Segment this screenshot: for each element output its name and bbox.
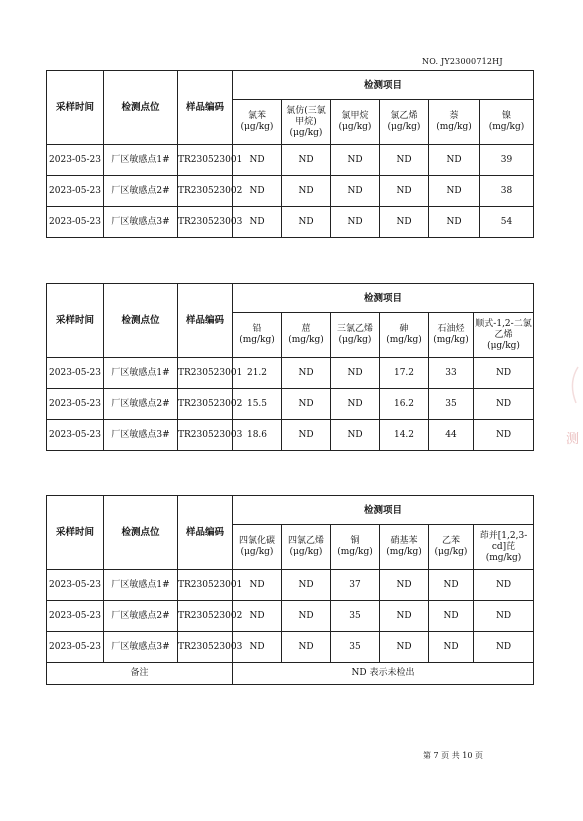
results-table-3 bbox=[46, 495, 534, 685]
cell-value: 35 bbox=[429, 389, 474, 420]
cell-value: ND bbox=[474, 632, 534, 663]
cell-value: 35 bbox=[331, 601, 380, 632]
cell-value: ND bbox=[282, 389, 331, 420]
cell-value: 54 bbox=[480, 207, 534, 238]
cell-value: ND bbox=[282, 570, 331, 601]
analyte-header: 铜 (mg/kg) bbox=[331, 525, 380, 570]
header-sample-code: 样品编码 bbox=[178, 496, 233, 570]
cell-value: ND bbox=[282, 420, 331, 451]
cell-value: ND bbox=[474, 420, 534, 451]
cell-value: 18.6 bbox=[233, 420, 282, 451]
header-sampling-time: 采样时间 bbox=[47, 284, 104, 358]
remark-label: 备注 bbox=[47, 663, 233, 685]
cell-time: 2023-05-23 bbox=[47, 570, 104, 601]
analyte-header: 石油烃 (mg/kg) bbox=[429, 313, 474, 358]
cell-code: TR230523001 bbox=[178, 145, 233, 176]
seal-stamp-char: 测 bbox=[566, 432, 580, 447]
cell-code: TR230523003 bbox=[178, 632, 233, 663]
cell-value: ND bbox=[474, 358, 534, 389]
cell-value: ND bbox=[474, 389, 534, 420]
cell-code: TR230523001 bbox=[178, 358, 233, 389]
cell-value: 16.2 bbox=[380, 389, 429, 420]
cell-code: TR230523003 bbox=[178, 207, 233, 238]
cell-time: 2023-05-23 bbox=[47, 176, 104, 207]
cell-value: ND bbox=[429, 145, 480, 176]
cell-value: ND bbox=[331, 176, 380, 207]
analyte-header: 砷 (mg/kg) bbox=[380, 313, 429, 358]
cell-value: ND bbox=[233, 207, 282, 238]
analyte-header: 四氯乙烯 (μg/kg) bbox=[282, 525, 331, 570]
cell-value: ND bbox=[380, 176, 429, 207]
cell-value: ND bbox=[474, 601, 534, 632]
header-sampling-time: 采样时间 bbox=[47, 496, 104, 570]
cell-value: 38 bbox=[480, 176, 534, 207]
cell-value: ND bbox=[380, 632, 429, 663]
cell-value: 44 bbox=[429, 420, 474, 451]
cell-time: 2023-05-23 bbox=[47, 632, 104, 663]
cell-value: ND bbox=[233, 632, 282, 663]
cell-time: 2023-05-23 bbox=[47, 601, 104, 632]
cell-value: 15.5 bbox=[233, 389, 282, 420]
cell-value: ND bbox=[380, 145, 429, 176]
table-row bbox=[47, 176, 534, 207]
table-row bbox=[47, 570, 534, 601]
table-row bbox=[47, 358, 534, 389]
header-test-items: 检测项目 bbox=[233, 496, 534, 525]
analyte-header: 顺式-1,2-二氯乙烯 (μg/kg) bbox=[474, 313, 534, 358]
cell-site: 厂区敏感点3# bbox=[104, 207, 178, 238]
cell-time: 2023-05-23 bbox=[47, 145, 104, 176]
table-row bbox=[47, 601, 534, 632]
cell-value: 21.2 bbox=[233, 358, 282, 389]
analyte-header: 铅 (mg/kg) bbox=[233, 313, 282, 358]
page-footer: 第 7 页 共 10 页 bbox=[423, 751, 483, 760]
analyte-header: 氯苯 (μg/kg) bbox=[233, 100, 282, 145]
cell-value: ND bbox=[380, 601, 429, 632]
analyte-header: 氯甲烷 (μg/kg) bbox=[331, 100, 380, 145]
cell-value: ND bbox=[380, 570, 429, 601]
header-sampling-site: 检测点位 bbox=[104, 71, 178, 145]
seal-arc-icon bbox=[566, 365, 580, 405]
table-row bbox=[47, 207, 534, 238]
cell-value: ND bbox=[474, 570, 534, 601]
cell-time: 2023-05-23 bbox=[47, 207, 104, 238]
cell-value: ND bbox=[233, 176, 282, 207]
cell-value: ND bbox=[282, 632, 331, 663]
cell-time: 2023-05-23 bbox=[47, 420, 104, 451]
analyte-header: 氯乙烯 (μg/kg) bbox=[380, 100, 429, 145]
cell-value: 14.2 bbox=[380, 420, 429, 451]
header-sampling-time: 采样时间 bbox=[47, 71, 104, 145]
cell-value: ND bbox=[429, 176, 480, 207]
header-test-items: 检测项目 bbox=[233, 71, 534, 100]
analyte-header: 茚并[1,2,3-cd]芘 (mg/kg) bbox=[474, 525, 534, 570]
table-row bbox=[47, 632, 534, 663]
cell-site: 厂区敏感点3# bbox=[104, 420, 178, 451]
remark-text: ND 表示未检出 bbox=[233, 663, 534, 685]
cell-code: TR230523002 bbox=[178, 389, 233, 420]
cell-value: ND bbox=[233, 570, 282, 601]
cell-value: ND bbox=[331, 207, 380, 238]
cell-value: ND bbox=[233, 145, 282, 176]
cell-value: ND bbox=[282, 207, 331, 238]
cell-value: 17.2 bbox=[380, 358, 429, 389]
analyte-header: 䓛 (mg/kg) bbox=[282, 313, 331, 358]
header-sampling-site: 检测点位 bbox=[104, 496, 178, 570]
cell-site: 厂区敏感点1# bbox=[104, 358, 178, 389]
cell-time: 2023-05-23 bbox=[47, 389, 104, 420]
cell-value: ND bbox=[233, 601, 282, 632]
results-table-2 bbox=[46, 283, 534, 451]
remark-row bbox=[47, 663, 534, 685]
table-row bbox=[47, 145, 534, 176]
header-sampling-site: 检测点位 bbox=[104, 284, 178, 358]
analyte-header: 乙苯 (μg/kg) bbox=[429, 525, 474, 570]
header-sample-code: 样品编码 bbox=[178, 284, 233, 358]
cell-site: 厂区敏感点1# bbox=[104, 145, 178, 176]
cell-value: ND bbox=[380, 207, 429, 238]
header-test-items: 检测项目 bbox=[233, 284, 534, 313]
cell-value: 35 bbox=[331, 632, 380, 663]
document-number: NO. JY23000712HJ bbox=[422, 57, 503, 66]
cell-site: 厂区敏感点2# bbox=[104, 176, 178, 207]
cell-value: ND bbox=[429, 207, 480, 238]
seal-stamp-fragment bbox=[566, 365, 580, 409]
cell-value: 33 bbox=[429, 358, 474, 389]
cell-code: TR230523002 bbox=[178, 176, 233, 207]
analyte-header: 四氯化碳 (μg/kg) bbox=[233, 525, 282, 570]
results-table-1 bbox=[46, 70, 534, 238]
cell-value: ND bbox=[331, 145, 380, 176]
cell-time: 2023-05-23 bbox=[47, 358, 104, 389]
cell-value: ND bbox=[429, 632, 474, 663]
table-row bbox=[47, 420, 534, 451]
cell-code: TR230523001 bbox=[178, 570, 233, 601]
cell-site: 厂区敏感点3# bbox=[104, 632, 178, 663]
cell-site: 厂区敏感点2# bbox=[104, 389, 178, 420]
cell-code: TR230523003 bbox=[178, 420, 233, 451]
analyte-header: 氯仿(三氯甲烷) (μg/kg) bbox=[282, 100, 331, 145]
cell-value: 37 bbox=[331, 570, 380, 601]
table-row bbox=[47, 389, 534, 420]
analyte-header: 硝基苯 (mg/kg) bbox=[380, 525, 429, 570]
cell-value: ND bbox=[282, 145, 331, 176]
header-sample-code: 样品编码 bbox=[178, 71, 233, 145]
cell-value: ND bbox=[429, 601, 474, 632]
analyte-header: 萘 (mg/kg) bbox=[429, 100, 480, 145]
cell-code: TR230523002 bbox=[178, 601, 233, 632]
analyte-header: 镍 (mg/kg) bbox=[480, 100, 534, 145]
cell-site: 厂区敏感点2# bbox=[104, 601, 178, 632]
cell-value: ND bbox=[282, 601, 331, 632]
cell-value: ND bbox=[331, 358, 380, 389]
cell-value: ND bbox=[282, 358, 331, 389]
cell-value: ND bbox=[282, 176, 331, 207]
cell-value: 39 bbox=[480, 145, 534, 176]
analyte-header: 三氯乙烯 (μg/kg) bbox=[331, 313, 380, 358]
cell-site: 厂区敏感点1# bbox=[104, 570, 178, 601]
cell-value: ND bbox=[331, 389, 380, 420]
cell-value: ND bbox=[429, 570, 474, 601]
cell-value: ND bbox=[331, 420, 380, 451]
